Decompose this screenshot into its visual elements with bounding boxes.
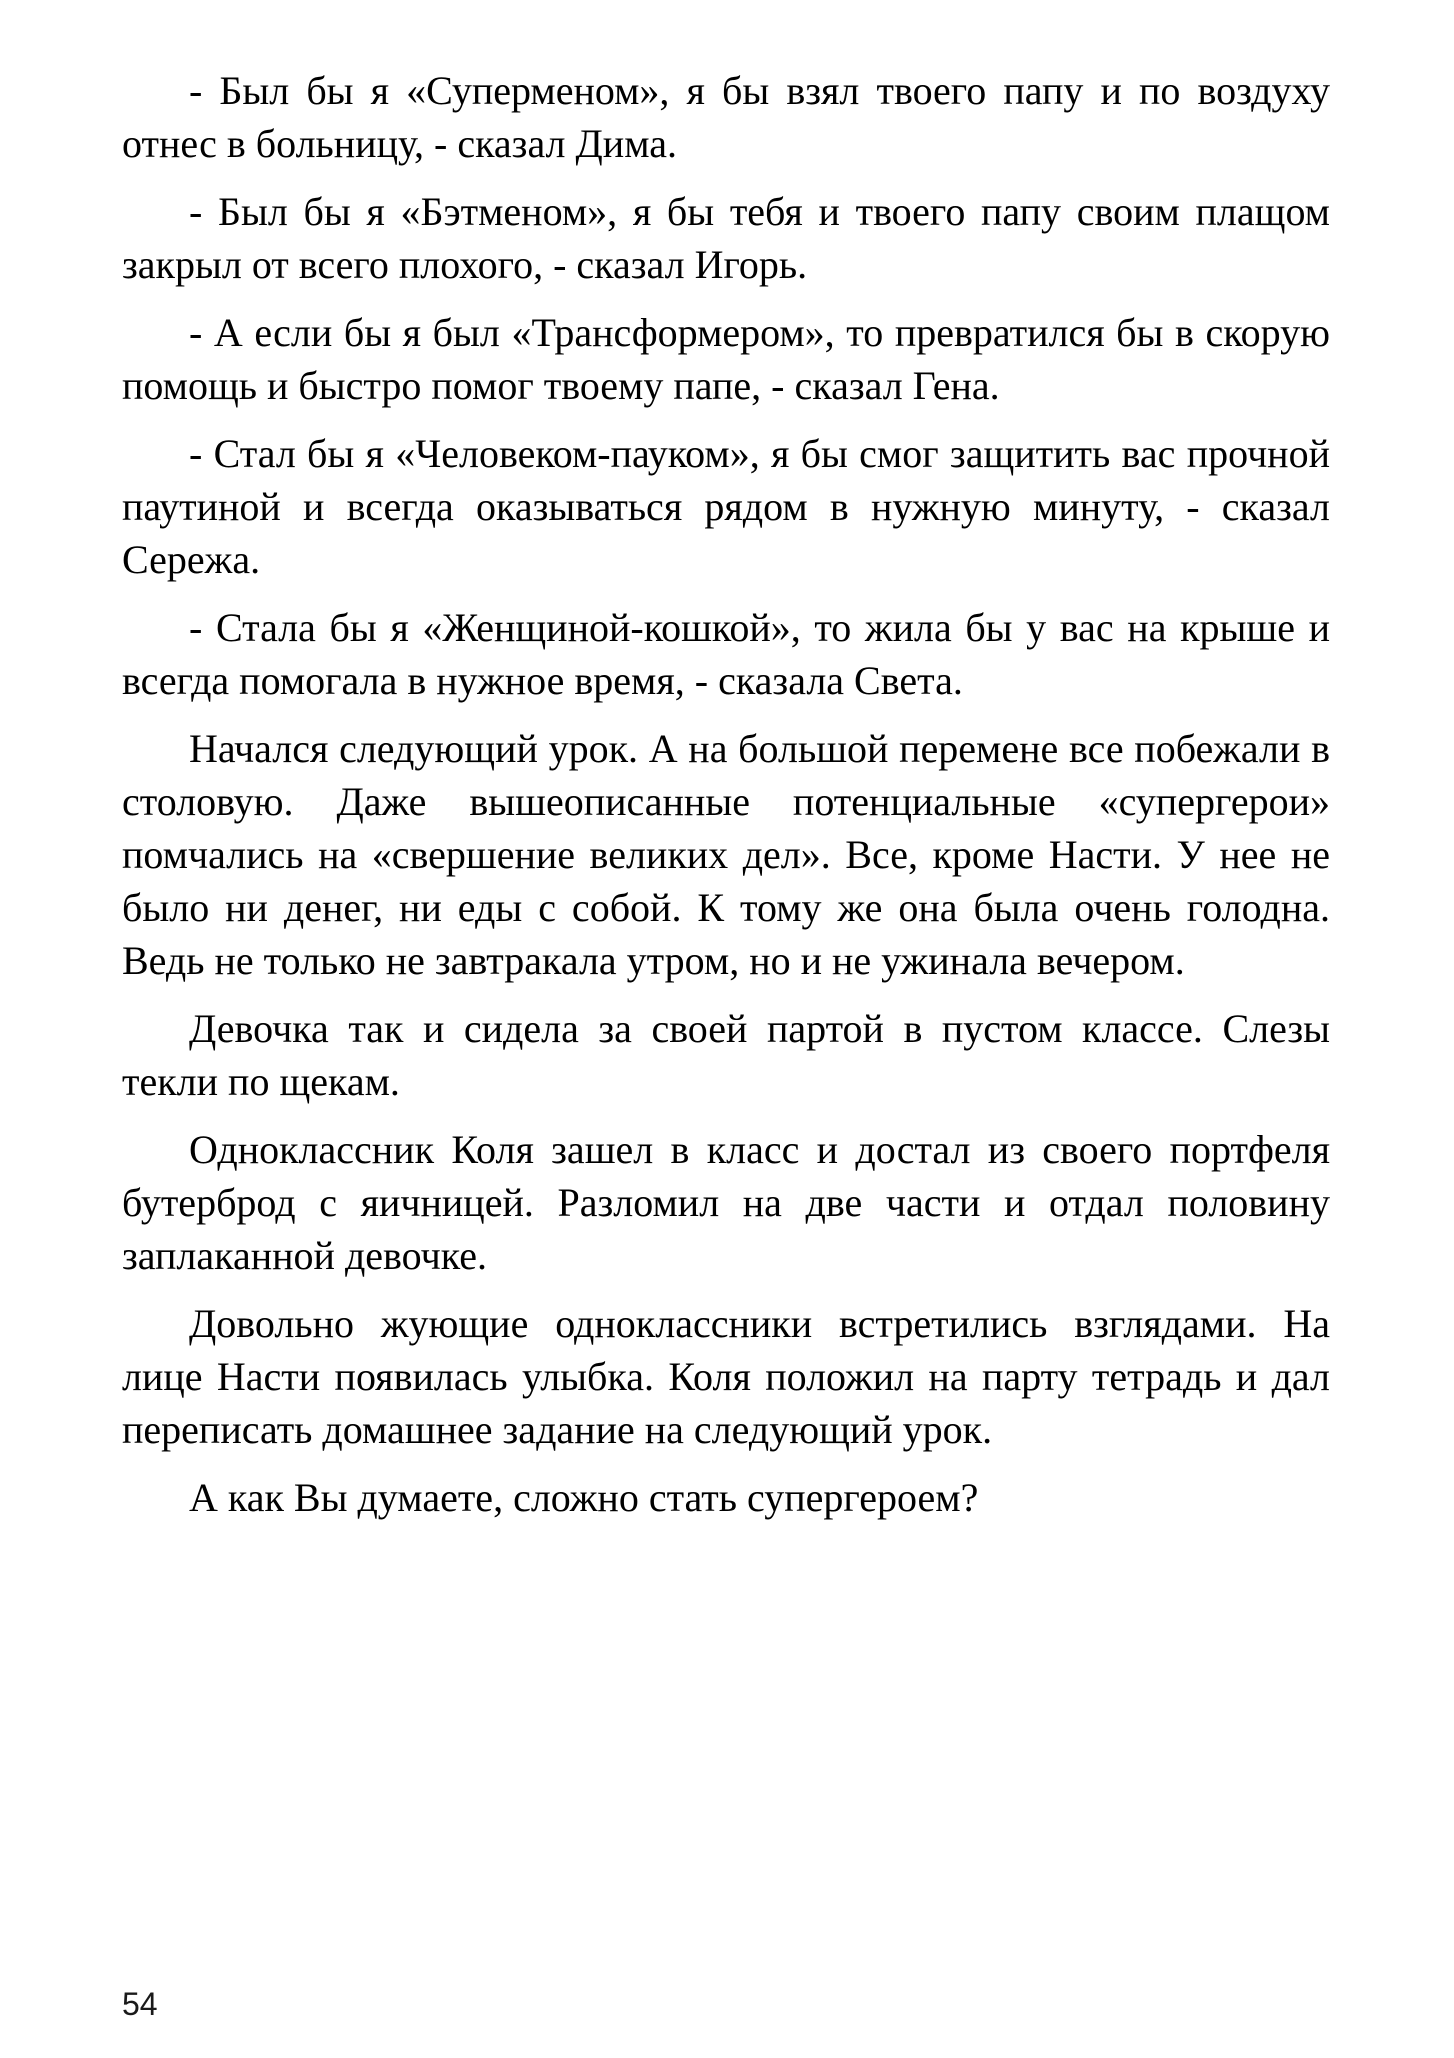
paragraph-serezha-spiderman: - Стал бы я «Человеком-пауком», я бы смог защитить вас прочной паутиной и всегда оказываться рядом в нужную минуту, - сказал Сережа. [122,431,1330,582]
paragraph-kolya-sandwich: Одноклассник Коля зашел в класс и достал из своего портфеля бутерброд с яичницей. Разломил на две части и отдал половину заплаканной девочке. [122,1127,1330,1278]
paragraph-sveta-catwoman: - Стала бы я «Женщиной-кошкой», то жила бы у вас на крыше и всегда помогала в нужное время, - сказала Света. [122,605,1330,703]
paragraph-dima-superman: - Был бы я «Суперменом», я бы взял твоего папу и по воздуху отнес в больницу, - сказал Дима. [122,68,1330,166]
paragraph-gena-transformer: - А если бы я был «Трансформером», то превратился бы в скорую помощь и быстро помог твоему папе, - сказал Гена. [122,310,1330,408]
paragraph-igor-batman: - Был бы я «Бэтменом», я бы тебя и твоего папу своим плащом закрыл от всего плохого, - сказал Игорь. [122,189,1330,287]
paragraph-next-lesson: Начался следующий урок. А на большой перемене все побежали в столовую. Даже вышеописанные потенциальные «супергерои» помчались на «свершение великих дел». Все, кроме Насти. У нее не было ни денег, ни еды с собой. К тому же она была очень голодна. Ведь не только не завтракала утром, но и не ужинала вечером. [122,726,1330,983]
paragraph-girl-crying: Девочка так и сидела за своей партой в пустом классе. Слезы текли по щекам. [122,1006,1330,1104]
paragraph-smile-homework: Довольно жующие одноклассники встретились взглядами. На лице Насти появилась улыбка. Коля положил на парту тетрадь и дал переписать домашнее задание на следующий урок. [122,1301,1330,1452]
page-body-text [122,64,1330,1539]
paragraph-closing-question: А как Вы думаете, сложно стать супергероем? [189,1475,979,1520]
page-number: 54 [122,1986,158,2022]
